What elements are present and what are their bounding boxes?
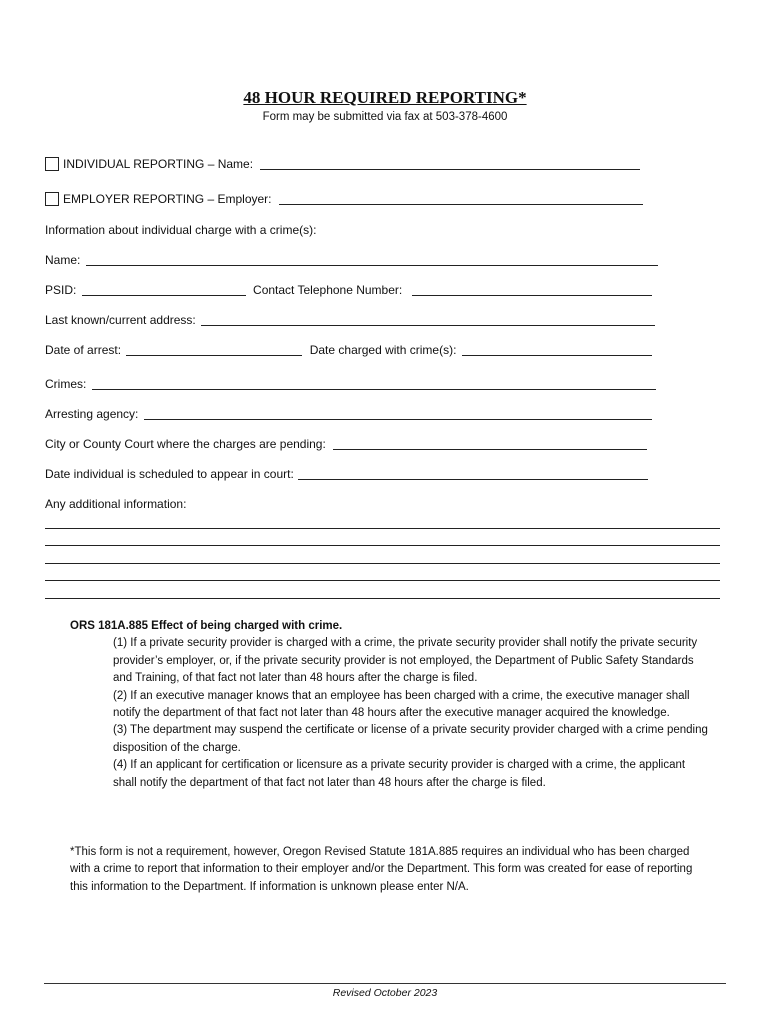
ors-paragraph-4: (4) If an applicant for certification or licensure as a private security provider is charged with a crime, the applicant shall notify the department of that fact not later than 48 hours after the charge is filed.	[113, 759, 686, 789]
charged-date-label: Date charged with crime(s):	[309, 343, 457, 357]
employer-reporting-label: EMPLOYER REPORTING – Employer:	[63, 192, 272, 206]
employer-name-field[interactable]	[279, 192, 643, 205]
psid-label: PSID:	[45, 283, 77, 297]
phone-label: Contact Telephone Number:	[253, 283, 403, 297]
name-label: Name:	[45, 253, 81, 267]
employer-reporting-checkbox[interactable]	[45, 192, 59, 206]
dates-row	[45, 343, 652, 357]
crimes-label: Crimes:	[45, 377, 87, 391]
psid-phone-row	[45, 283, 652, 297]
phone-field[interactable]	[412, 283, 652, 296]
ors-paragraph-1: (1) If a private security provider is charged with a crime, the private security provider shall notify the private security provider’s employer, or, if the private security provider is not employed, the Department of Public Safety Standards and Training, of that fact not later than 48 hours after the charge is filed.	[113, 637, 698, 685]
additional-info-line[interactable]	[45, 528, 720, 529]
crimes-field[interactable]	[92, 377, 656, 390]
revision-date: Revised October 2023	[332, 987, 438, 999]
employer-reporting-row	[45, 192, 643, 206]
charged-date-field[interactable]	[462, 343, 652, 356]
ors-paragraph-3: (3) The department may suspend the certificate or license of a private security provider charged with a crime pending disposition of the charge.	[113, 724, 708, 754]
info-intro: Information about individual charge with a crime(s):	[45, 223, 317, 237]
individual-reporting-checkbox[interactable]	[45, 157, 59, 171]
ors-title: ORS 181A.885 Effect of being charged with crime.	[70, 620, 343, 632]
ors-section	[70, 618, 710, 792]
appear-field[interactable]	[298, 467, 648, 480]
arrest-date-label: Date of arrest:	[45, 343, 122, 357]
appear-row	[45, 467, 648, 481]
ors-paragraph-2: (2) If an executive manager knows that an employee has been charged with a crime, the executive manager shall notify the department of that fact not later than 48 hours after the executive manager acquired the knowledge.	[113, 689, 690, 720]
address-label: Last known/current address:	[45, 313, 196, 327]
psid-field[interactable]	[82, 283, 246, 296]
address-row	[45, 313, 655, 327]
name-field[interactable]	[86, 253, 658, 266]
crimes-row	[45, 377, 656, 391]
additional-info-line[interactable]	[45, 598, 720, 599]
fax-subtitle: Form may be submitted via fax at 503-378-4600	[262, 111, 508, 123]
individual-reporting-label: INDIVIDUAL REPORTING – Name:	[63, 157, 254, 171]
individual-reporting-row	[45, 157, 640, 171]
additional-info-line[interactable]	[45, 563, 720, 564]
appear-label: Date individual is scheduled to appear in court:	[45, 467, 294, 481]
agency-label: Arresting agency:	[45, 407, 139, 421]
name-row	[45, 253, 658, 267]
additional-label: Any additional information:	[45, 497, 187, 511]
individual-name-field[interactable]	[260, 157, 640, 170]
court-label: City or County Court where the charges are pending:	[45, 437, 326, 451]
arrest-date-field[interactable]	[126, 343, 302, 356]
agency-field[interactable]	[144, 407, 652, 420]
page-title: 48 HOUR REQUIRED REPORTING*	[243, 88, 527, 107]
footer-divider	[44, 983, 726, 984]
agency-row	[45, 407, 652, 421]
footnote: *This form is not a requirement, however, Oregon Revised Statute 181A.885 requires an individual who has been charged with a crime to report that information to their employer and/or the Department. This form was created for ease of reporting this information to the Department. If information is unknown please enter N/A.	[70, 846, 693, 893]
ors-body	[113, 635, 710, 792]
additional-info-line[interactable]	[45, 580, 720, 581]
address-field[interactable]	[201, 313, 655, 326]
court-field[interactable]	[333, 437, 647, 450]
court-row	[45, 437, 647, 451]
additional-info-line[interactable]	[45, 545, 720, 546]
